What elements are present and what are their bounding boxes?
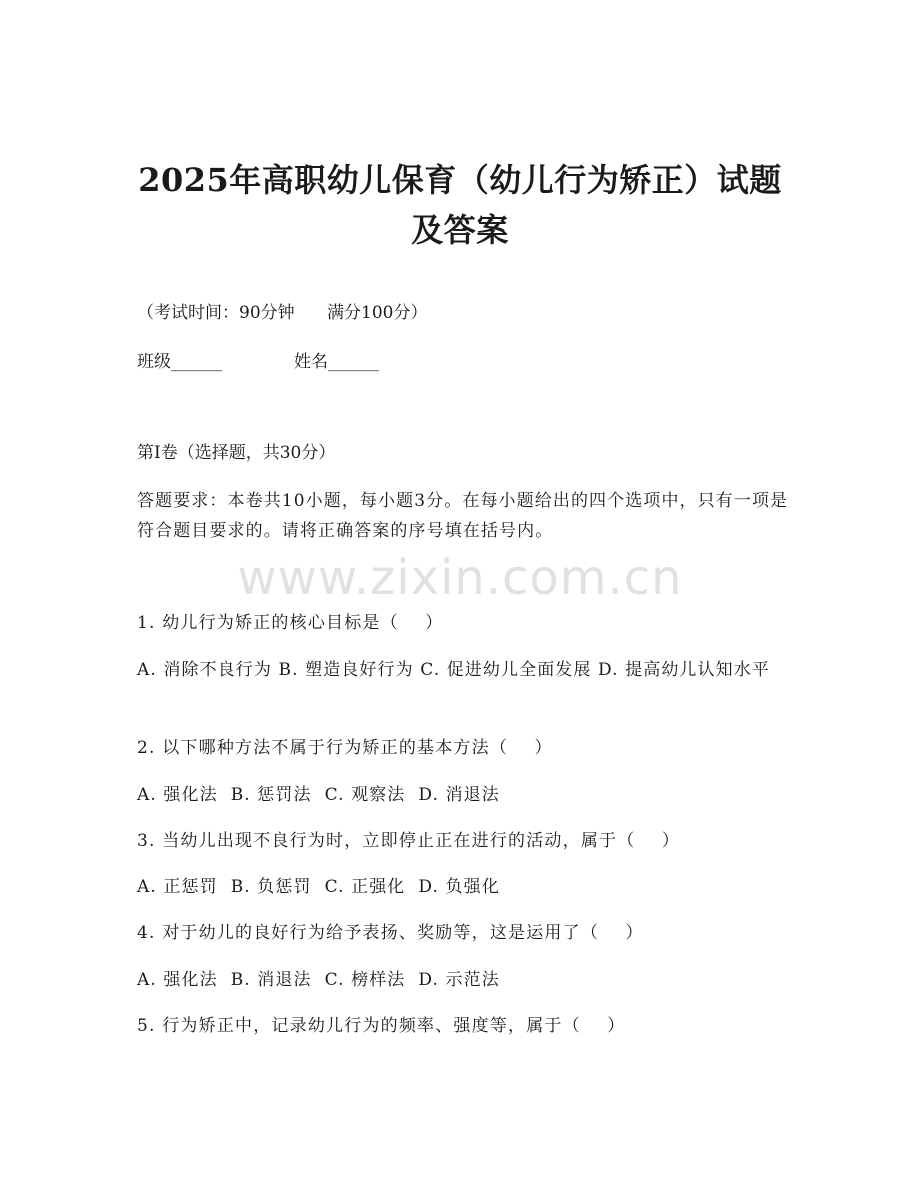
question-2-options: A. 强化法 B. 惩罚法 C. 观察法 D. 消退法 — [137, 785, 500, 805]
question-4-options: A. 强化法 B. 消退法 C. 榜样法 D. 示范法 — [137, 970, 500, 990]
question-1-options: A. 消除不良行为 B. 塑造良好行为 C. 促进幼儿全面发展 D. 提高幼儿认知水平 — [137, 660, 770, 680]
question-4-stem: 4. 对于幼儿的良好行为给予表扬、奖励等，这是运用了（ ） — [137, 923, 644, 943]
question-2-stem: 2. 以下哪种方法不属于行为矫正的基本方法（ ） — [137, 738, 553, 758]
class-field: 班级______ — [137, 352, 222, 372]
document-title-line-2: 及答案 — [411, 211, 509, 249]
question-5-stem: 5. 行为矫正中，记录幼儿行为的频率、强度等，属于（ ） — [137, 1016, 626, 1036]
watermark: www.zixin.com.cn — [237, 550, 683, 606]
question-3-stem: 3. 当幼儿出现不良行为时，立即停止正在进行的活动，属于（ ） — [137, 831, 681, 851]
name-field: 姓名______ — [294, 352, 379, 372]
section-title: 第Ⅰ卷（选择题，共30分） — [137, 443, 336, 463]
question-3-options: A. 正惩罚 B. 负惩罚 C. 正强化 D. 负强化 — [137, 877, 500, 897]
exam-info: （考试时间：90分钟 满分100分） — [137, 303, 428, 323]
question-1-stem: 1. 幼儿行为矫正的核心目标是（ ） — [137, 613, 444, 633]
document-title-line-1: 2025年高职幼儿保育（幼儿行为矫正）试题 — [138, 161, 782, 199]
instructions: 答题要求：本卷共10小题，每小题3分。在每小题给出的四个选项中，只有一项是符合题目要求的。请将正确答案的序号填在括号内。 — [137, 491, 789, 541]
